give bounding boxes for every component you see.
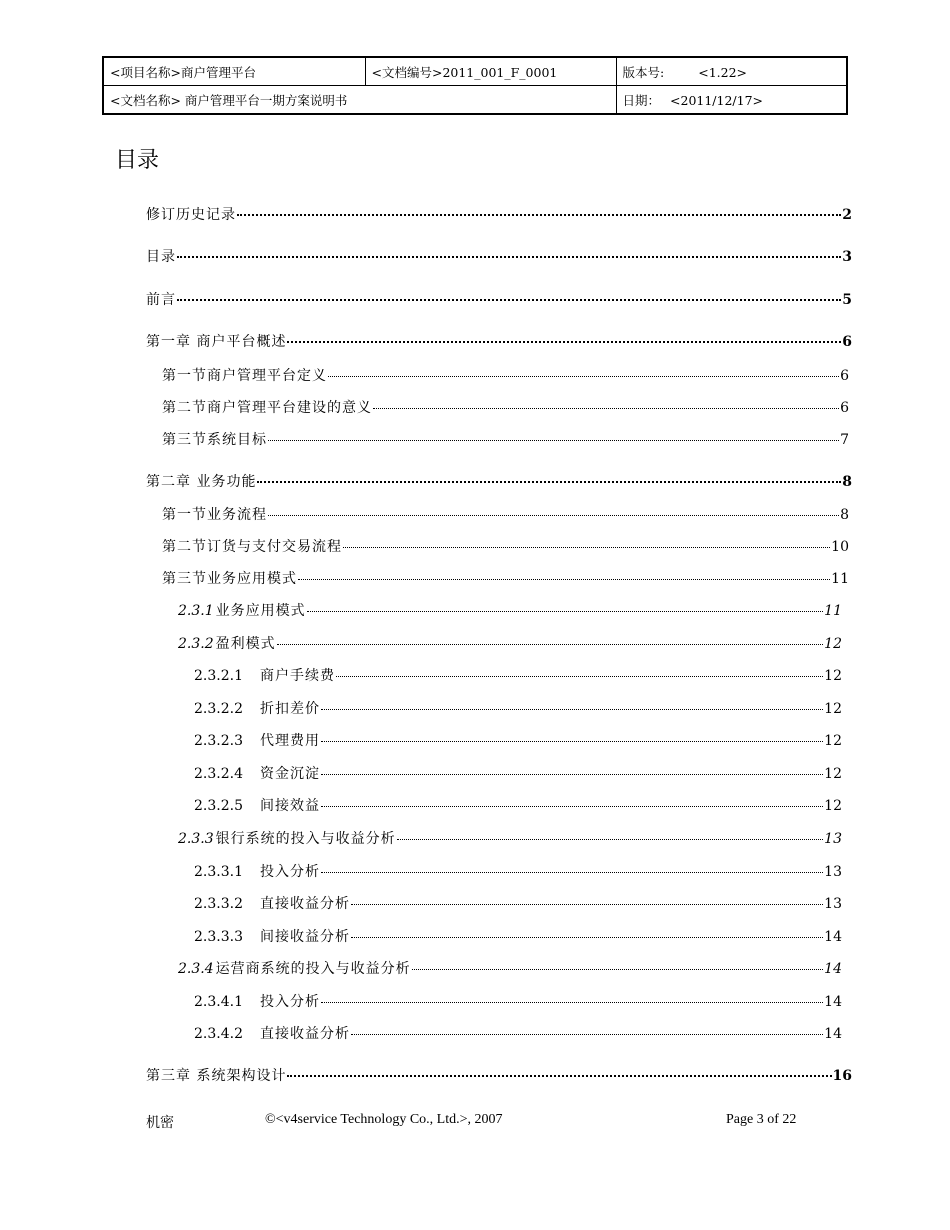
toc-entry-page: 12 xyxy=(824,636,842,652)
toc-entry-title: 间接收益分析 xyxy=(260,929,350,945)
toc-entry-page: 5 xyxy=(842,292,852,308)
toc-entry-page: 6 xyxy=(842,334,852,350)
toc-entry[interactable] xyxy=(194,796,842,816)
toc-entry[interactable] xyxy=(194,699,842,719)
toc-entry-number: 2.3.2.5 xyxy=(194,798,243,814)
toc-entry-title: 直接收益分析 xyxy=(260,896,350,912)
toc-entry[interactable] xyxy=(162,569,849,589)
toc-entry-title: 第三章 系统架构设计 xyxy=(146,1068,287,1084)
version-cell xyxy=(616,57,847,86)
toc-entry[interactable] xyxy=(194,731,842,751)
version-value: <1.22> xyxy=(698,64,747,80)
toc-dot-leader xyxy=(343,547,830,548)
toc-dot-leader xyxy=(351,904,823,905)
toc-entry-title: 盈利模式 xyxy=(215,636,276,652)
toc-entry-page: 7 xyxy=(840,432,849,448)
toc-dot-leader xyxy=(351,1034,823,1035)
toc-dot-leader xyxy=(257,481,841,483)
document-header-table xyxy=(102,56,848,115)
toc-dot-leader xyxy=(177,256,841,258)
toc-entry-title: 第二节订货与支付交易流程 xyxy=(162,539,342,555)
confidential-label: 机密 xyxy=(146,1115,174,1131)
toc-entry-title: 银行系统的投入与收益分析 xyxy=(215,831,396,847)
project-name: <项目名称>商户管理平台 xyxy=(110,64,256,80)
toc-entry-number: 2.3.3.1 xyxy=(194,864,243,880)
toc-dot-leader xyxy=(277,644,824,645)
toc-entry-title: 第一章 商户平台概述 xyxy=(146,334,287,350)
toc-entry[interactable] xyxy=(194,764,842,784)
toc-entry-number: 2.3.2.2 xyxy=(194,701,243,717)
toc-entry[interactable] xyxy=(178,959,842,979)
date-label: 日期： xyxy=(622,92,661,108)
toc-dot-leader xyxy=(321,806,823,807)
toc-dot-leader xyxy=(177,299,841,301)
toc-entry[interactable] xyxy=(178,601,842,621)
toc-entry-page: 3 xyxy=(842,249,852,265)
date-cell xyxy=(616,86,847,115)
toc-dot-leader xyxy=(268,515,839,516)
toc-entry-page: 13 xyxy=(824,896,842,912)
toc-dot-leader xyxy=(336,676,823,677)
toc-entry-number: 2.3.4.2 xyxy=(194,1026,243,1042)
doc-number-cell xyxy=(365,57,616,86)
toc-entry-page: 14 xyxy=(824,929,842,945)
toc-entry[interactable] xyxy=(194,862,842,882)
toc-entry-page: 13 xyxy=(824,831,842,847)
toc-entry[interactable] xyxy=(146,332,852,352)
toc-entry-title: 第一节业务流程 xyxy=(162,507,267,523)
toc-entry-page: 14 xyxy=(824,1026,842,1042)
toc-entry-page: 11 xyxy=(824,603,842,619)
toc-entry[interactable] xyxy=(194,992,842,1012)
toc-dot-leader xyxy=(397,839,824,840)
toc-entry-page: 14 xyxy=(824,994,842,1010)
toc-dot-leader xyxy=(321,741,823,742)
toc-entry-title: 第二章 业务功能 xyxy=(146,474,257,490)
toc-dot-leader xyxy=(351,937,823,938)
project-name-cell xyxy=(103,57,365,86)
version-label: 版本号: xyxy=(622,64,665,80)
toc-entry[interactable] xyxy=(162,537,849,557)
toc-entry[interactable] xyxy=(162,398,849,418)
toc-entry-page: 12 xyxy=(824,798,842,814)
page-number: Page 3 of 22 xyxy=(726,1112,797,1127)
toc-dot-leader xyxy=(268,440,839,441)
toc-entry-page: 6 xyxy=(840,368,849,384)
toc-entry-page: 12 xyxy=(824,733,842,749)
toc-dot-leader xyxy=(412,969,824,970)
toc-entry-page: 2 xyxy=(842,207,852,223)
toc-entry-title: 折扣差价 xyxy=(260,701,320,717)
toc-entry-title: 直接收益分析 xyxy=(260,1026,350,1042)
toc-entry-page: 12 xyxy=(824,701,842,717)
toc-entry[interactable] xyxy=(146,1066,852,1086)
toc-entry-title: 业务应用模式 xyxy=(215,603,306,619)
toc-entry-page: 11 xyxy=(831,571,849,587)
toc-heading: 目录 xyxy=(115,148,160,173)
doc-number: <文档编号>2011_001_F_0001 xyxy=(371,64,558,80)
toc-entry-title: 运营商系统的投入与收益分析 xyxy=(215,961,411,977)
toc-entry-title: 修订历史记录 xyxy=(146,207,236,223)
doc-name: <文档名称> 商户管理平台一期方案说明书 xyxy=(110,92,348,108)
toc-entry-title: 第三节系统目标 xyxy=(162,432,267,448)
toc-entry-page: 8 xyxy=(840,507,849,523)
toc-dot-leader xyxy=(321,774,823,775)
toc-entry-page: 6 xyxy=(840,400,849,416)
date-value: <2011/12/17> xyxy=(670,92,764,108)
toc-entry[interactable] xyxy=(162,366,849,386)
toc-entry[interactable] xyxy=(146,247,852,267)
toc-entry-title: 第一节商户管理平台定义 xyxy=(162,368,327,384)
toc-entry-number: 2.3.2.1 xyxy=(194,668,243,684)
toc-entry-title: 投入分析 xyxy=(260,864,320,880)
toc-entry-page: 12 xyxy=(824,766,842,782)
toc-entry[interactable] xyxy=(146,472,852,492)
toc-entry-page: 8 xyxy=(842,474,852,490)
toc-entry[interactable] xyxy=(194,666,842,686)
toc-entry-title: 商户手续费 xyxy=(260,668,335,684)
toc-entry[interactable] xyxy=(162,430,849,450)
toc-entry-title: 第三节业务应用模式 xyxy=(162,571,297,587)
toc-entry[interactable] xyxy=(178,634,842,654)
toc-entry-page: 16 xyxy=(832,1068,852,1084)
toc-entry-number: 2.3.2 xyxy=(178,636,214,652)
toc-entry[interactable] xyxy=(146,290,852,310)
toc-entry-page: 10 xyxy=(831,539,849,555)
toc-dot-leader xyxy=(321,1002,823,1003)
toc-dot-leader xyxy=(321,709,823,710)
toc-dot-leader xyxy=(287,341,841,343)
toc-entry[interactable] xyxy=(146,205,852,225)
toc-entry[interactable] xyxy=(194,927,842,947)
toc-dot-leader xyxy=(373,408,839,409)
toc-entry[interactable] xyxy=(162,505,849,525)
toc-dot-leader xyxy=(237,214,841,216)
toc-entry-number: 2.3.4.1 xyxy=(194,994,243,1010)
toc-entry-number: 2.3.3 xyxy=(178,831,214,847)
toc-entry-number: 2.3.1 xyxy=(178,603,214,619)
toc-dot-leader xyxy=(287,1075,831,1077)
toc-entry-title: 前言 xyxy=(146,292,176,308)
toc-dot-leader xyxy=(298,579,830,580)
toc-entry-number: 2.3.3.3 xyxy=(194,929,243,945)
toc-entry-number: 2.3.3.2 xyxy=(194,896,243,912)
toc-entry-title: 资金沉淀 xyxy=(260,766,320,782)
toc-entry-number: 2.3.4 xyxy=(178,961,214,977)
toc-entry-title: 代理费用 xyxy=(260,733,320,749)
toc-dot-leader xyxy=(321,872,823,873)
toc-dot-leader xyxy=(328,376,839,377)
toc-entry[interactable] xyxy=(194,1024,842,1044)
toc-entry-title: 间接效益 xyxy=(260,798,320,814)
toc-dot-leader xyxy=(307,611,824,612)
toc-entry[interactable] xyxy=(178,829,842,849)
toc-entry-page: 14 xyxy=(824,961,842,977)
toc-entry-title: 投入分析 xyxy=(260,994,320,1010)
toc-entry-page: 13 xyxy=(824,864,842,880)
toc-entry-title: 目录 xyxy=(146,249,176,265)
toc-entry-title: 第二节商户管理平台建设的意义 xyxy=(162,400,372,416)
toc-entry[interactable] xyxy=(194,894,842,914)
copyright-text: ©<v4service Technology Co., Ltd.>, 2007 xyxy=(265,1112,503,1127)
toc-entry-number: 2.3.2.4 xyxy=(194,766,243,782)
doc-name-cell xyxy=(103,86,616,115)
toc-entry-page: 12 xyxy=(824,668,842,684)
toc-entry-number: 2.3.2.3 xyxy=(194,733,243,749)
